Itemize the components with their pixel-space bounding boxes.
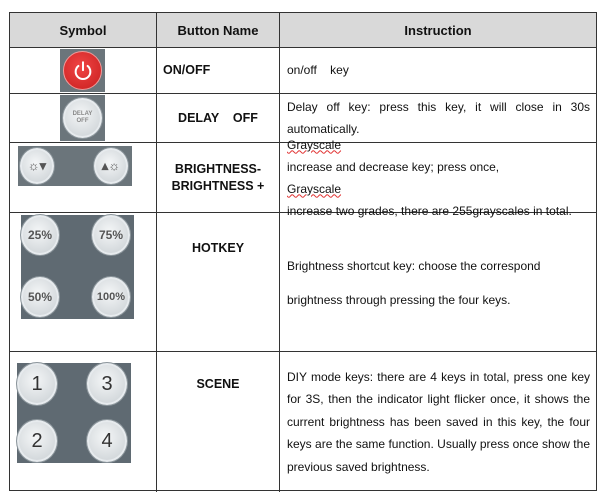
table-row-hotkey: [10, 213, 596, 352]
instruction-brightness: Grayscale increase and decrease key; press once, Grayscale increase two grades, there are 255grayscales in total.: [287, 137, 572, 218]
hotkey-100-icon: 100%: [92, 277, 130, 317]
hotkey-75-icon: 75%: [92, 215, 130, 255]
power-icon: [60, 49, 105, 92]
delay-off-icon: DELAY OFF: [60, 95, 105, 141]
button-name-onoff: ON/OFF: [157, 48, 280, 93]
scene-4-icon: 4: [87, 420, 127, 462]
table-row-brightness: [10, 137, 596, 218]
instruction-hotkey: Brightness shortcut key: choose the correspond brightness through pressing the four keys.: [287, 259, 541, 307]
scene-buttons-image: [17, 363, 131, 463]
header-symbol: Symbol: [10, 13, 157, 47]
brightness-up-icon: ▴☼: [94, 148, 128, 184]
table-header: [10, 13, 596, 48]
scene-1-icon: 1: [17, 363, 57, 405]
table-row-scene: [10, 352, 596, 492]
hotkey-25-icon: 25%: [21, 215, 59, 255]
button-name-delay-off: DELAY OFF: [157, 94, 280, 142]
scene-3-icon: 3: [87, 363, 127, 405]
button-table: [9, 12, 597, 491]
header-instruction: Instruction: [404, 22, 472, 38]
instruction-scene: DIY mode keys: there are 4 keys in total, press one key for 3S, then the indicator light flicker once, it shows the current brightness has been saved in this key, the four keys are the same function. Usually press once show the previous saved brightness.: [287, 369, 590, 474]
scene-2-icon: 2: [17, 420, 57, 462]
table-row-onoff: [10, 48, 596, 94]
instruction-delay-off: Delay off key: press this key, it will close in 30s automatically.: [287, 100, 590, 136]
header-button-name: Button Name: [157, 13, 280, 47]
hotkey-buttons-image: [21, 215, 134, 319]
brightness-down-icon: ☼▾: [20, 148, 54, 184]
button-name-brightness-plus: BRIGHTNESS +: [171, 178, 265, 193]
button-name-scene: SCENE: [157, 352, 280, 492]
instruction-onoff: on/off key: [287, 63, 349, 77]
button-name-hotkey: HOTKEY: [157, 213, 280, 351]
button-name-brightness-minus: BRIGHTNESS-: [174, 161, 262, 176]
hotkey-50-icon: 50%: [21, 277, 59, 317]
brightness-buttons-image: [18, 146, 132, 186]
